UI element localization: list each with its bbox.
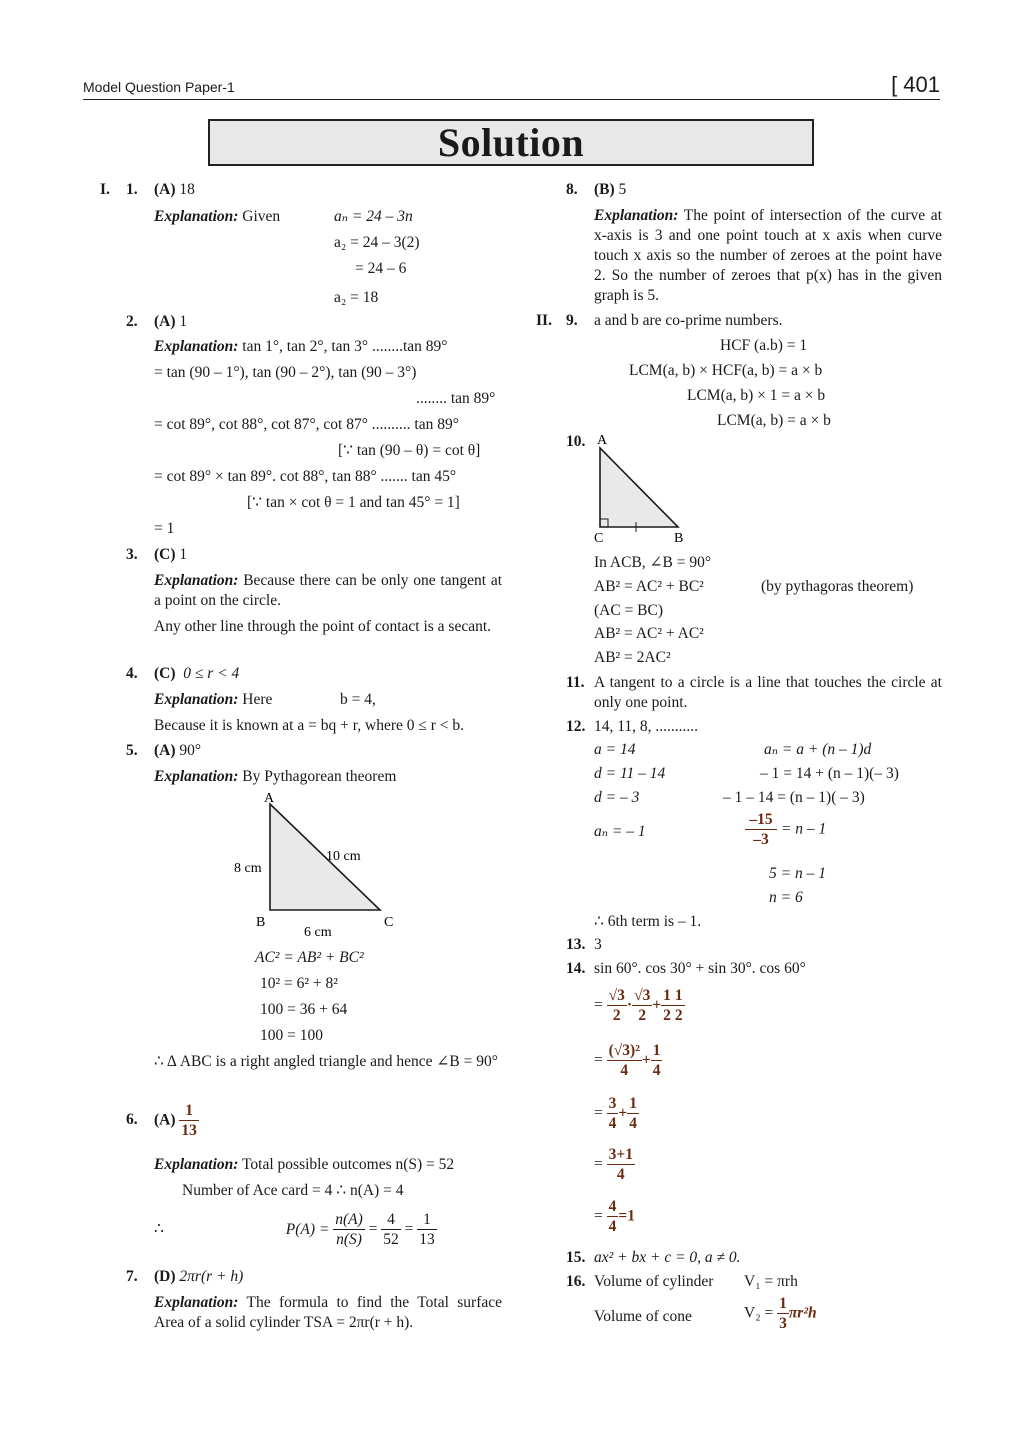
question-number: 14. [566, 960, 586, 977]
paragraph: Because it is known at a = bq + r, where 0 ≤ r < b. [154, 717, 465, 734]
equation-line: 100 = 100 [260, 1027, 323, 1044]
explanation: Explanation: The point of intersection of the curve at x-axis is 3 and one point touch at x axis when curve touch x axis so the number of zeroes at the point have 2. So the number of zeroes that p(x) has in the given graph is 5. [594, 207, 942, 304]
equation-line: [∵ tan × cot θ = 1 and tan 45° = 1] [247, 494, 460, 511]
label: Volume of cone [594, 1308, 692, 1325]
equation-line: LCM(a, b) × HCF(a, b) = a × b [629, 362, 823, 379]
equation-line: = 1 [154, 520, 175, 537]
question-number: 1. [126, 181, 138, 198]
question-number: 10. [566, 433, 586, 450]
triangle-abc-figure [220, 788, 430, 938]
probability-line: ∴ P(A) = $\frac{n(A)}{n(S)}$ = $\frac{4}{52}$ = $\frac{1}{13}$ [154, 1211, 435, 1248]
question-number: 11. [566, 674, 585, 691]
equation-line: aₙ = a + (n – 1)d [764, 741, 872, 758]
explanation: Explanation: By Pythagorean theorem [154, 768, 397, 785]
answer-line: (A) 18 [154, 181, 195, 198]
triangle-shape [270, 804, 380, 910]
solution-title-box [208, 119, 814, 166]
equation-line: (AC = BC) [594, 602, 664, 619]
paragraph: A tangent to a circle is a line that touches the circle at only one point. [594, 674, 942, 711]
question-number: 7. [126, 1268, 138, 1285]
step-1: = $\frac{√3}{2}$ · $\frac{√3}{2}$ + $\frac{1}{2}$ $\frac{1}{2}$ [594, 987, 683, 1024]
running-header-title: Model Question Paper-1 [83, 79, 235, 95]
equation-line: – 1 – 14 = (n – 1)( – 3) [723, 789, 865, 806]
equation-line: AB² = AC² + BC² [594, 578, 704, 595]
vertex-a-label: A [264, 791, 275, 806]
section-label: I. [100, 181, 110, 198]
explanation: Explanation: The formula to find the Total surface Area of a solid cylinder TSA = 2πr(r + h). [154, 1294, 502, 1331]
question-number: 8. [566, 181, 578, 198]
equation-line: = cot 89°, cot 88°, cot 87°, cot 87° .......... tan 89° [154, 416, 459, 433]
equation-line: b = 4, [340, 691, 376, 708]
question-number: 15. [566, 1249, 586, 1266]
equation-line: 100 = 36 + 64 [260, 1001, 348, 1018]
explanation: Explanation: Because there can be only one tangent at a point on the circle. [154, 572, 503, 609]
triangle-shape [600, 448, 678, 527]
vertex-b-label: B [674, 531, 684, 545]
equation-line: a₂ = 24 – 3(2) [334, 234, 420, 251]
equation-line: d = 11 – 14 [594, 765, 666, 782]
header-rule [83, 99, 940, 100]
equation-line: = tan (90 – 1°), tan (90 – 2°), tan (90 – 3°) [154, 364, 417, 381]
equation-line: [∵ tan (90 – θ) = cot θ] [338, 442, 481, 459]
triangle-acb-figure [590, 430, 700, 545]
answer-line: 3 [594, 936, 602, 953]
section-label: II. [536, 312, 552, 329]
equation-line: V₁ = πrh [744, 1273, 798, 1290]
equation-line: HCF (a.b) = 1 [720, 337, 808, 354]
step-2: = $\frac{\text{(√3)²}}{4}$ + $\frac{1}{4}$ [594, 1042, 661, 1079]
equation-line: In ACB, ∠B = 90° [594, 554, 712, 571]
equation-line: = 24 – 6 [355, 260, 407, 277]
answer-line: (A) 1 [154, 313, 188, 330]
equation-line: = cot 89° × tan 89°. cot 88°, tan 88° ....... tan 45° [154, 468, 457, 485]
question-number: 13. [566, 936, 586, 953]
equation-line: – 1 = 14 + (n – 1)(– 3) [760, 765, 899, 782]
page-number: [ 401 [891, 72, 940, 97]
annotation: (by pythagoras theorem) [761, 578, 914, 595]
side-ac-label: 10 cm [326, 849, 361, 864]
answer-line: (D) 2πr(r + h) [154, 1268, 244, 1285]
answer-line: (A) 90° [154, 742, 202, 759]
answer-line: (A) $\frac{1}{13}$ [154, 1102, 197, 1139]
vertex-c-label: C [384, 915, 394, 930]
step-3: = $\frac{3}{4}$ + $\frac{1}{4}$ [594, 1095, 637, 1132]
question-number: 9. [566, 312, 578, 329]
question-number: 16. [566, 1273, 586, 1290]
step-5: = $\frac{4}{4}$ =1 [594, 1198, 635, 1235]
question-number: 12. [566, 718, 586, 735]
fraction-line: $\frac{-15}{-3}$ = n – 1 [745, 810, 826, 849]
paragraph: Any other line through the point of contact is a secant. [154, 618, 492, 635]
explanation: Explanation: tan 1°, tan 2°, tan 3° ........tan 89° [154, 338, 448, 355]
vertex-a-label: A [597, 433, 608, 448]
answer-line: (C) 1 [154, 546, 188, 563]
answer-line: (C) 0 ≤ r < 4 [154, 665, 240, 682]
explanation: Explanation: Total possible outcomes n(S) = 52 [154, 1156, 455, 1173]
vertex-c-label: C [594, 531, 604, 545]
equation-line: Number of Ace card = 4 ∴ n(A) = 4 [182, 1182, 404, 1199]
equation-line: AC² = AB² + BC² [255, 949, 364, 966]
side-ab-label: 8 cm [234, 861, 262, 876]
equation-line: LCM(a, b) × 1 = a × b [687, 387, 826, 404]
fraction: $\frac{1}{13}$ [181, 1102, 197, 1139]
question-number: 5. [126, 742, 138, 759]
sequence: 14, 11, 8, ........... [594, 718, 699, 735]
explanation: Explanation: Given [154, 208, 281, 225]
equation-line: AB² = 2AC² [594, 649, 671, 666]
conclusion: ∴ Δ ABC is a right angled triangle and hence ∠B = 90° [154, 1053, 498, 1070]
side-bc-label: 6 cm [304, 925, 332, 938]
question-number: 4. [126, 665, 138, 682]
equation-line: sin 60°. cos 30° + sin 30°. cos 60° [594, 960, 806, 977]
equation-line: AB² = AC² + AC² [594, 625, 704, 642]
equation-line: n = 6 [769, 889, 803, 906]
equation-line: 10² = 6² + 8² [260, 975, 338, 992]
question-number: 2. [126, 313, 138, 330]
equation-line: LCM(a, b) = a × b [717, 412, 831, 429]
question-number: 3. [126, 546, 138, 563]
equation-line: ........ tan 89° [416, 390, 496, 407]
paragraph: a and b are co-prime numbers. [594, 312, 783, 329]
equation-line: aₙ = 24 – 3n [334, 208, 413, 225]
equation-line: a₂ = 18 [334, 289, 379, 306]
equation-line: V₂ = $\frac{1}{3}$ πr²h [744, 1295, 817, 1332]
equation-line: d = – 3 [594, 789, 640, 806]
page-title: Solution [437, 120, 585, 165]
step-4: = $\frac{3+1}{4}$ [594, 1146, 633, 1183]
explanation: Explanation: Here [154, 691, 273, 708]
equation-line: 5 = n – 1 [769, 865, 826, 882]
equation-line: a = 14 [594, 741, 636, 758]
equation-line: ax² + bx + c = 0, a ≠ 0. [594, 1249, 741, 1266]
vertex-b-label: B [256, 915, 266, 930]
conclusion: ∴ 6th term is – 1. [594, 913, 702, 930]
answer-line: (B) 5 [594, 181, 627, 198]
label: Volume of cylinder [594, 1273, 714, 1290]
question-number: 6. [126, 1111, 138, 1128]
equation-line: aₙ = – 1 [594, 823, 646, 840]
